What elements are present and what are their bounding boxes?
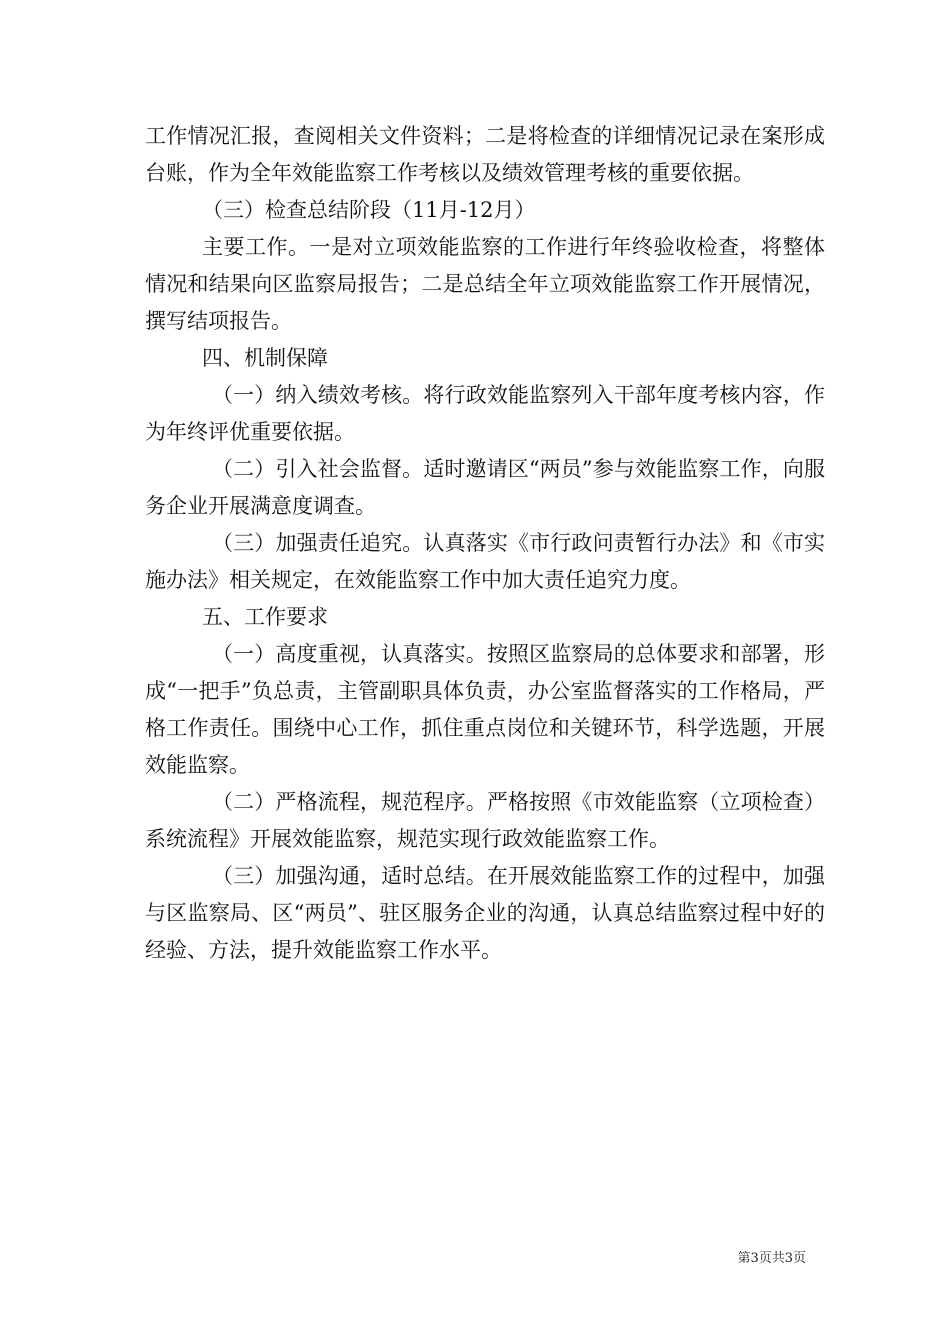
paragraph-communication: （三）加强沟通，适时总结。在开展效能监察工作的过程中，加强与区监察局、区“两员”、驻区服务企业的沟通，认真总结监察过程中好的经验、方法，提升效能监察工作水平。 [145, 864, 825, 962]
paragraph-main-work: 主要工作。一是对立项效能监察的工作进行年终验收检查，将整体情况和结果向区监察局报告；二是总结全年立项效能监察工作开展情况，撰写结项报告。 [145, 235, 825, 333]
heading-mechanism-guarantee: 四、机制保障 [202, 346, 328, 370]
paragraph-continuation: 工作情况汇报，查阅相关文件资料；二是将检查的详细情况记录在案形成台账，作为全年效能监察工作考核以及绩效管理考核的重要依据。 [145, 124, 825, 185]
paragraph-accountability: （三）加强责任追究。认真落实《市行政问责暂行办法》和《市实施办法》相关规定，在效能监察工作中加大责任追究力度。 [145, 531, 825, 592]
paragraph-strict-procedure: （二）严格流程，规范程序。严格按照《市效能监察（立项检查）系统流程》开展效能监察，规范实现行政效能监察工作。 [145, 790, 825, 851]
paragraph-performance-assessment: （一）纳入绩效考核。将行政效能监察列入干部年度考核内容，作为年终评优重要依据。 [145, 383, 825, 444]
paragraph-social-supervision: （二）引入社会监督。适时邀请区“两员”参与效能监察工作，向服务企业开展满意度调查。 [145, 457, 825, 518]
page-number-footer: 第3页共3页 [737, 1251, 806, 1266]
subheading-review-stage: （三）检查总结阶段（11月-12月） [202, 198, 536, 222]
heading-work-requirements: 五、工作要求 [202, 605, 328, 629]
document-body [145, 118, 825, 969]
paragraph-high-priority: （一）高度重视，认真落实。按照区监察局的总体要求和部署，形成“一把手”负总责，主管副职具体负责，办公室监督落实的工作格局，严格工作责任。围绕中心工作，抓住重点岗位和关键环节，科学选题，开展效能监察。 [145, 642, 825, 777]
